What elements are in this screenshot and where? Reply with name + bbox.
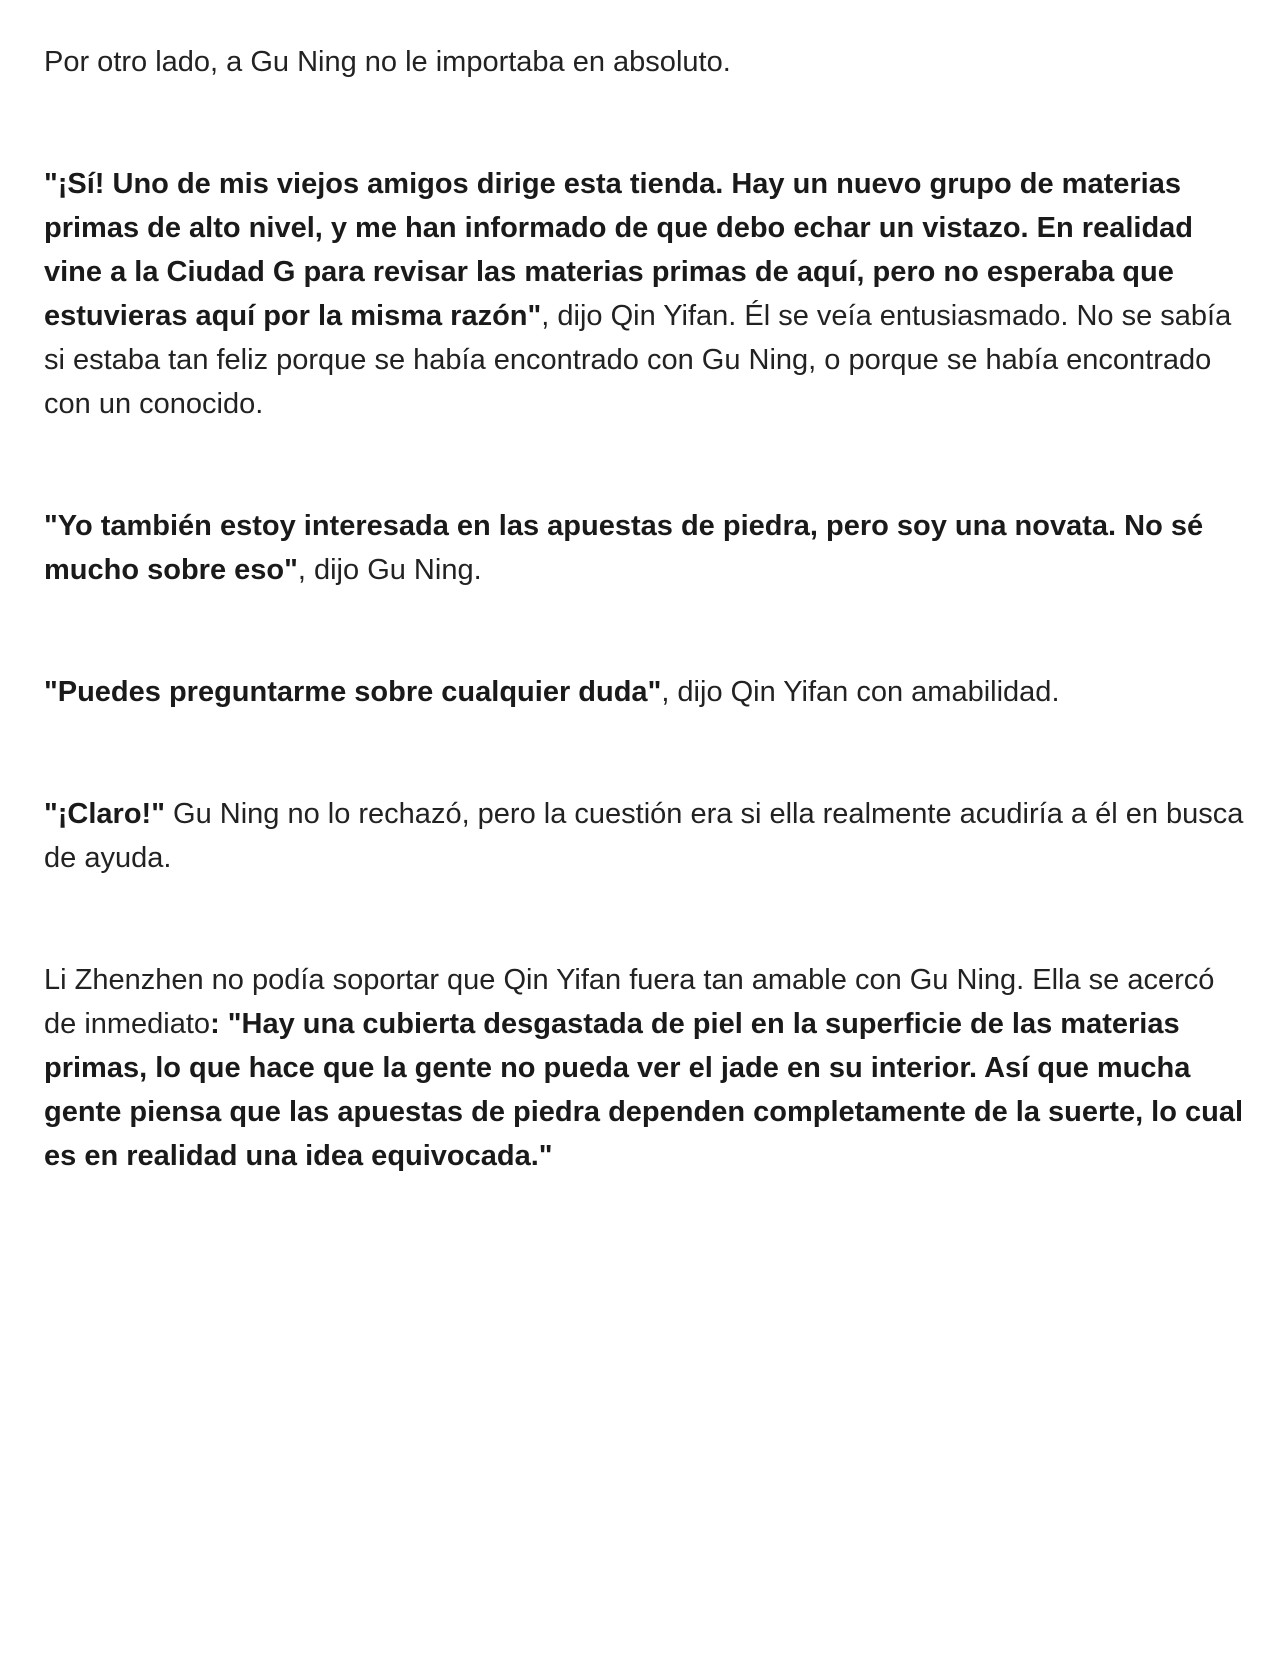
paragraph-2	[44, 162, 1244, 426]
text-segment: , dijo Qin Yifan con amabilidad.	[661, 676, 1060, 708]
document-page	[44, 40, 1244, 1256]
paragraph-4	[44, 670, 1244, 714]
paragraph-6	[44, 958, 1244, 1178]
bold-dialogue: "Yo también estoy interesada en las apuestas de piedra, pero soy una novata. No sé mucho sobre eso"	[44, 510, 1204, 586]
paragraph-3	[44, 504, 1244, 592]
bold-dialogue: "Puedes preguntarme sobre cualquier duda"	[44, 676, 662, 708]
bold-dialogue: "¡Claro!"	[44, 798, 165, 830]
paragraph-5	[44, 792, 1244, 880]
text-segment: Gu Ning no lo rechazó, pero la cuestión era si ella realmente acudiría a él en busca de ayuda.	[44, 798, 1244, 874]
text-segment: Por otro lado, a Gu Ning no le importaba en absoluto.	[44, 46, 731, 78]
text-segment: , dijo Qin Yifan. Él se veía entusiasmado. No se sabía si estaba tan feliz porque se había encontrado con Gu Ning, o porque se había encontrado con un conocido.	[44, 300, 1232, 420]
text-segment: , dijo Gu Ning.	[297, 554, 482, 586]
bold-dialogue: "¡Sí! Uno de mis viejos amigos dirige esta tienda. Hay un nuevo grupo de materias primas de alto nivel, y me han informado de que debo echar un vistazo. En realidad vine a la Ciudad G para revisar las materias primas de aquí, pero no esperaba que estuvieras aquí por la misma razón"	[44, 168, 1193, 332]
bold-dialogue: : "Hay una cubierta desgastada de piel en la superficie de las materias primas, lo que hace que la gente no pueda ver el jade en su interior. Así que mucha gente piensa que las apuestas de piedra dependen completamente de la suerte, lo cual es en realidad una idea equivocada."	[44, 1008, 1244, 1172]
text-segment: Li Zhenzhen no podía soportar que Qin Yifan fuera tan amable con Gu Ning. Ella se acercó de inmediato	[44, 964, 1215, 1040]
paragraph-1	[44, 40, 1244, 84]
